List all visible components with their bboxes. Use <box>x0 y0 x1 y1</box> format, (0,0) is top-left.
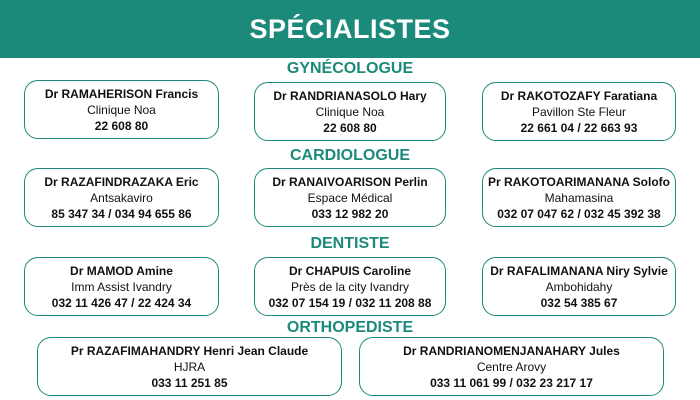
doctor-location: Imm Assist Ivandry <box>71 279 172 294</box>
doctor-card <box>24 80 219 139</box>
doctor-phone: 22 608 80 <box>323 120 377 135</box>
doctor-name: Dr RAKOTOZAFY Faratiana <box>500 88 658 103</box>
doctor-location: Ambohidahy <box>545 279 613 294</box>
doctor-card <box>24 168 219 227</box>
doctor-phone: 22 608 80 <box>94 118 149 133</box>
doctor-name: Dr RANDRIANOMENJANAHARY Jules <box>403 343 620 358</box>
doctor-phone: 032 07 154 19 / 032 11 208 88 <box>268 295 432 310</box>
doctor-card <box>254 168 446 227</box>
doctor-phone: 032 54 385 67 <box>540 295 618 310</box>
doctor-phone: 032 07 047 62 / 032 45 392 38 <box>497 206 661 221</box>
doctor-location: Clinique Noa <box>87 102 156 117</box>
doctor-location: Espace Médical <box>307 190 393 205</box>
doctor-name: Dr MAMOD Amine <box>70 263 173 278</box>
doctor-name: Pr RAZAFIMAHANDRY Henri Jean Claude <box>70 343 309 358</box>
doctor-location: Près de la city Ivandry <box>290 279 410 294</box>
doctor-location: Clinique Noa <box>315 104 385 119</box>
doctor-phone: 032 11 426 47 / 22 424 34 <box>51 295 192 310</box>
header-banner <box>0 0 700 58</box>
section-title-orthopediste: ORTHOPEDISTE <box>286 319 414 336</box>
doctor-card <box>37 337 342 396</box>
section-title-dentiste: DENTISTE <box>310 235 390 252</box>
section-title-cardiologue: CARDIOLOGUE <box>290 147 410 164</box>
doctor-card <box>24 257 219 316</box>
doctor-name: Dr RAMAHERISON Francis <box>44 86 199 101</box>
doctor-name: Dr RAFALIMANANA Niry Sylvie <box>490 263 668 278</box>
doctor-location: HJRA <box>173 359 206 374</box>
doctor-phone: 033 11 251 85 <box>151 375 228 390</box>
doctor-card <box>359 337 664 396</box>
doctor-name: Dr CHAPUIS Caroline <box>288 263 412 278</box>
doctor-card <box>482 168 676 227</box>
doctor-location: Centre Arovy <box>476 359 547 374</box>
page-title: SPÉCIALISTES <box>249 13 451 44</box>
doctor-location: Pavillon Ste Fleur <box>531 104 627 119</box>
doctor-phone: 22 661 04 / 22 663 93 <box>520 120 638 135</box>
doctor-location: Antsakaviro <box>90 190 153 205</box>
doctor-card <box>254 257 446 316</box>
doctor-name: Dr RANDRIANASOLO Hary <box>273 88 427 103</box>
doctor-location: Mahamasina <box>544 190 614 205</box>
section-title-gynecologue: GYNÉCOLOGUE <box>286 60 414 77</box>
doctor-card <box>482 257 676 316</box>
doctor-card <box>254 82 446 141</box>
doctor-name: Dr RANAIVOARISON Perlin <box>272 174 428 189</box>
doctor-name: Pr RAKOTOARIMANANA Solofo <box>488 174 670 189</box>
doctor-card <box>482 82 676 141</box>
doctor-phone: 033 11 061 99 / 032 23 217 17 <box>430 375 593 390</box>
doctor-phone: 033 12 982 20 <box>311 206 389 221</box>
doctor-phone: 85 347 34 / 034 94 655 86 <box>51 206 192 221</box>
doctor-name: Dr RAZAFINDRAZAKA Eric <box>44 174 199 189</box>
